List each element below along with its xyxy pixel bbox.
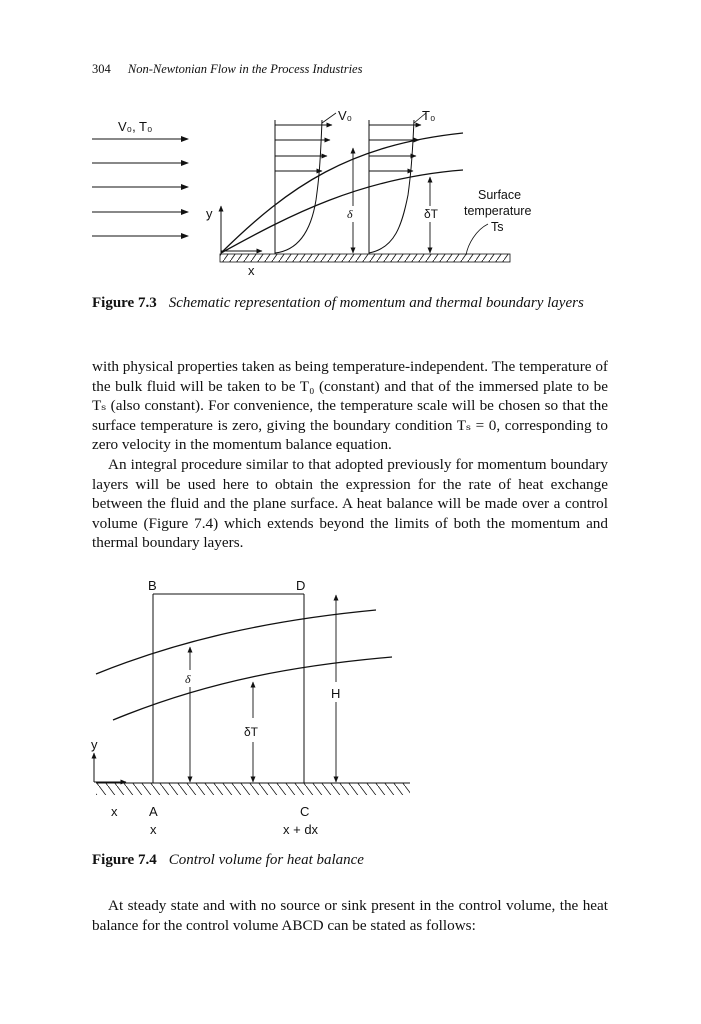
velocity-profile-1 <box>275 120 332 254</box>
body-text-block-1 <box>92 357 608 553</box>
figure-7-4-diagram <box>0 570 701 850</box>
wall-surface-74 <box>96 783 410 795</box>
thermal-boundary-layer-curve-74 <box>113 657 392 720</box>
delta-label: δ <box>347 207 353 221</box>
corner-c-label: C <box>300 804 310 819</box>
paragraph-1: with physical properties taken as being temperature-independent. The temperature of the bulk fluid will be taken to be T₀ (constant) and that of the immersed plate to be Tₛ (also constant). For convenience, the temperature scale will be chosen so that the surface temperature is zero, giving the boundary condition Tₛ = 0, corresponding to zero velocity in the momentum balance equation. <box>92 358 608 454</box>
x-axis-label-74: x <box>111 804 118 819</box>
figure-7-3-caption-text: Schematic representation of momentum and thermal boundary layers <box>168 295 584 311</box>
height-label: H <box>331 686 341 701</box>
figure-7-4-caption-text: Control volume for heat balance <box>168 852 364 868</box>
figure-7-4-caption <box>92 850 612 870</box>
figure-7-3-caption-label: Figure 7.3 <box>92 295 157 311</box>
corner-d-label: D <box>296 578 306 593</box>
surface-label-line2: temperature <box>464 204 532 218</box>
freestream-arrows <box>92 139 188 236</box>
inflow-label: V₀, T₀ <box>118 119 153 134</box>
figure-7-3-diagram <box>0 0 701 290</box>
x-position-label: x <box>150 822 157 837</box>
paragraph-2: An integral procedure similar to that adopted previously for momentum boundary layers will be used here to obtain the expression for the rate of heat exchange between the fluid and the plane surface. A heat balance will be made over a control volume (Figure 7.4) which extends beyond the limits of both the momentum and thermal boundary layers. <box>92 455 608 552</box>
running-title: Non-Newtonian Flow in the Process Industries <box>127 62 363 76</box>
plate-surface <box>220 254 510 262</box>
surface-symbol: Ts <box>491 220 504 234</box>
y-label-74: y <box>91 737 98 752</box>
x-plus-dx-label: x + dx <box>283 822 319 837</box>
momentum-boundary-layer-curve <box>221 133 463 253</box>
temperature-profile <box>369 120 421 254</box>
corner-b-label: B <box>148 578 157 593</box>
delta-t-label: δT <box>424 207 439 221</box>
momentum-boundary-layer-curve-74 <box>96 610 376 674</box>
corner-a-label: A <box>149 804 158 819</box>
surface-leader-line <box>466 224 488 255</box>
temperature-label: T₀ <box>422 108 436 123</box>
body-text-block-2 <box>92 896 608 935</box>
x-label: x <box>248 263 255 278</box>
delta-t-label-74: δT <box>244 725 259 739</box>
figure-7-4-caption-label: Figure 7.4 <box>92 852 157 868</box>
surface-label-line1: Surface <box>478 188 522 202</box>
figure-7-3-caption <box>92 293 612 313</box>
velocity-label: V₀ <box>338 108 353 123</box>
page-number: 304 <box>92 62 111 76</box>
delta-label-74: δ <box>185 672 191 686</box>
y-label: y <box>206 206 213 221</box>
paragraph-3: At steady state and with no source or sink present in the control volume, the heat balance for the control volume ABCD can be stated as follows: <box>92 897 608 934</box>
v0-leader-line <box>322 113 336 123</box>
